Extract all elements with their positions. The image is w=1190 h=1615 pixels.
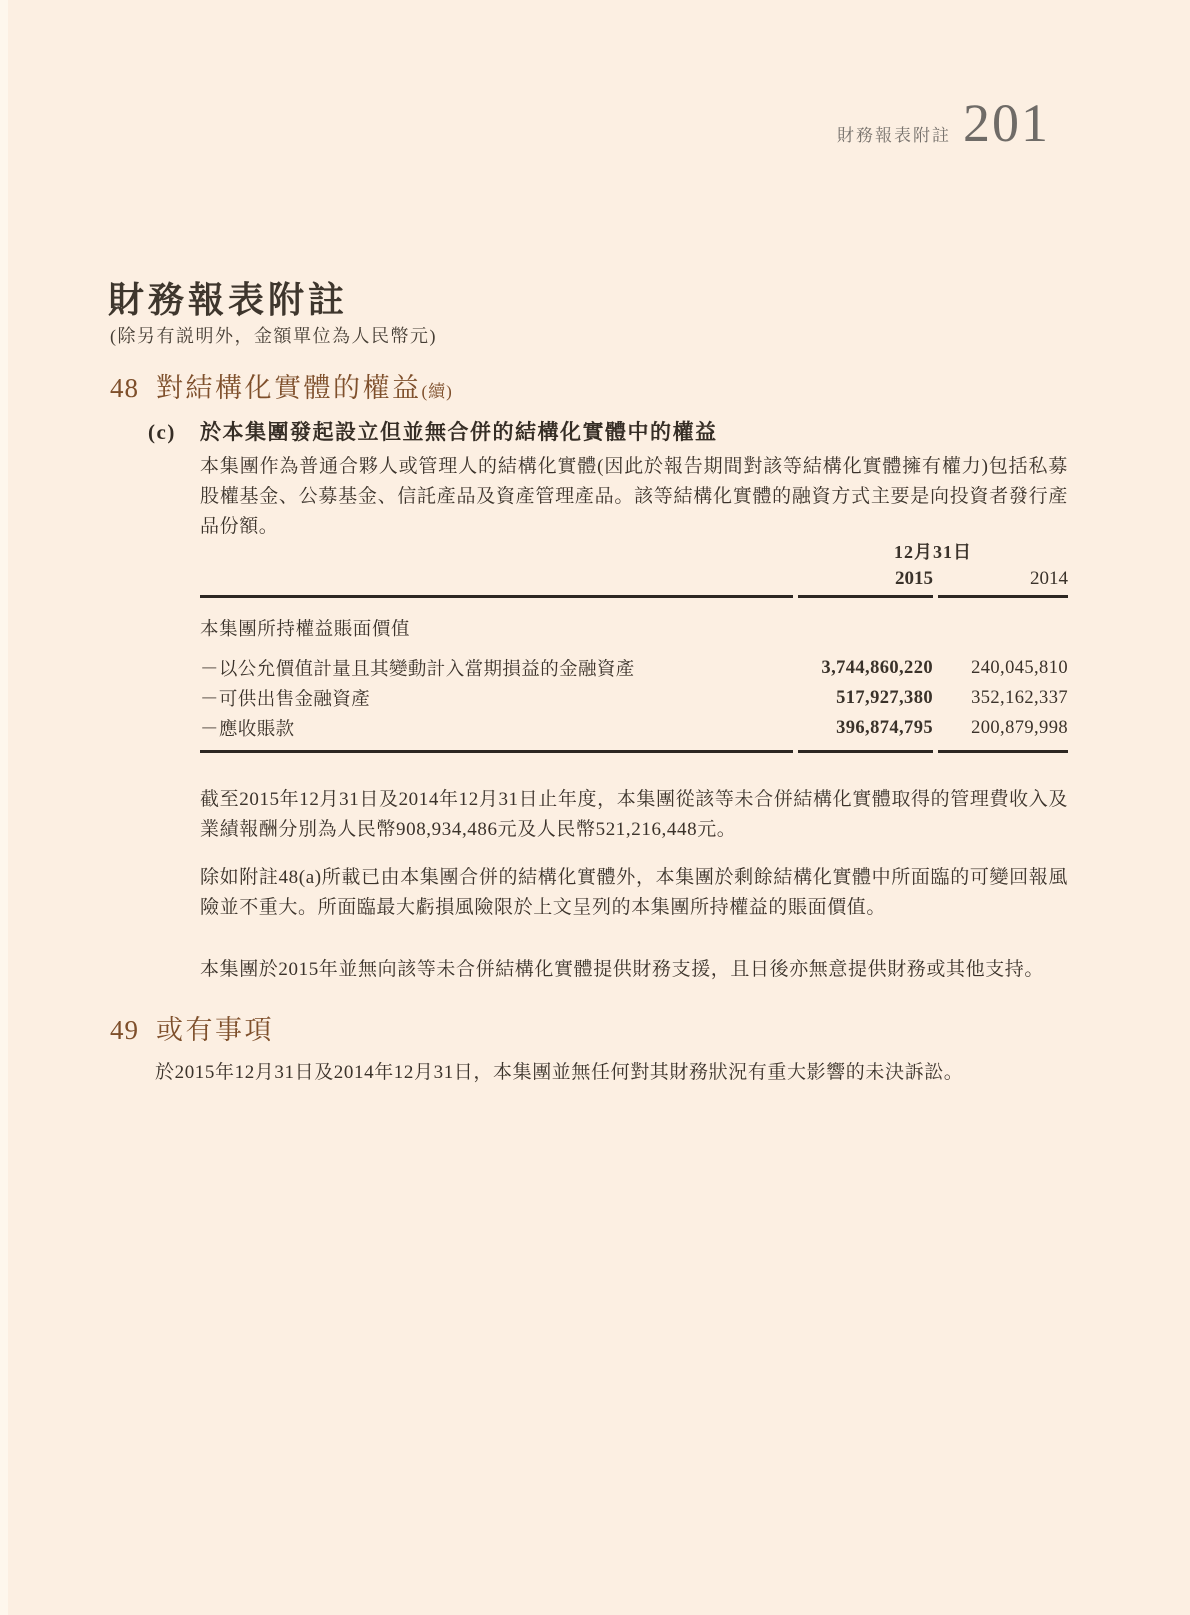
- table-group-label: 本集團所持權益賬面價值: [200, 620, 411, 640]
- section-49-number: 49: [110, 1015, 139, 1045]
- page-left-edge: [0, 0, 8, 1615]
- table-row: [200, 713, 1068, 743]
- table-bottom-rule: [200, 750, 1068, 753]
- paragraph-management-fees: 截至2015年12月31日及2014年12月31日止年度，本集團從該等未合併結構化實體取得的管理費收入及業績報酬分別為人民幣908,934,486元及人民幣521,216,448元。: [200, 789, 1068, 840]
- document-title: 財務報表附註: [108, 280, 349, 320]
- paragraph-contingencies: 於2015年12月31日及2014年12月31日，本集團並無任何對其財務狀況有重大影響的未決訴訟。: [155, 1062, 964, 1083]
- row-value-2014: 352,162,337: [971, 687, 1068, 708]
- running-header: [837, 92, 1050, 154]
- table-row: [200, 683, 1068, 713]
- row-value-2015: 517,927,380: [836, 687, 933, 708]
- paragraph-financial-support: 本集團於2015年並無向該等未合併結構化實體提供財務支援，且日後亦無意提供財務或其他支持。: [200, 959, 1045, 980]
- row-value-2014: 200,879,998: [971, 717, 1068, 738]
- subsection-c-title: 於本集團發起設立但並無合併的結構化實體中的權益: [200, 420, 718, 444]
- subsection-c-label: (c): [148, 420, 176, 444]
- page-number: 201: [963, 93, 1050, 153]
- row-label: －以公允價值計量且其變動計入當期損益的金融資產: [200, 660, 635, 680]
- carrying-value-table: [200, 538, 1068, 753]
- section-48-heading: [110, 366, 453, 405]
- table-date-header: 12月31日: [894, 542, 972, 562]
- table-column-2014: 2014: [1030, 568, 1068, 589]
- subsection-c-heading: [148, 416, 718, 446]
- running-header-label: 財務報表附註: [837, 126, 951, 145]
- table-column-2015: 2015: [895, 568, 933, 589]
- section-49-heading: [110, 1008, 274, 1047]
- table-year-header-row: [200, 562, 1068, 590]
- paragraph-risk-exposure: 除如附註48(a)所載已由本集團合併的結構化實體外，本集團於剩餘結構化實體中所面臨的可變回報風險並不重大。所面臨最大虧損風險限於上文呈列的本集團所持權益的賬面價值。: [200, 867, 1068, 918]
- table-spacer: [200, 641, 1068, 653]
- row-label: －應收賬款: [200, 720, 295, 740]
- paragraph-structured-entities: 本集團作為普通合夥人或管理人的結構化實體(因此於報告期間對該等結構化實體擁有權力)包括私募股權基金、公募基金、信託產品及資產管理產品。該等結構化實體的融資方式主要是向投資者發行產品份額。: [200, 456, 1068, 537]
- table-group-label-row: [200, 598, 1068, 641]
- row-value-2015: 396,874,795: [836, 717, 933, 738]
- section-49-title: 或有事項: [156, 1015, 274, 1045]
- table-date-header-row: [200, 538, 1068, 562]
- section-48-title: 對結構化實體的權益: [156, 373, 422, 403]
- row-label: －可供出售金融資產: [200, 690, 371, 710]
- document-subtitle: (除另有説明外，金額單位為人民幣元): [110, 326, 437, 346]
- table-top-rule: [200, 595, 1068, 598]
- section-48-number: 48: [110, 373, 139, 403]
- row-value-2014: 240,045,810: [971, 657, 1068, 678]
- table-row: [200, 653, 1068, 683]
- section-48-continued-marker: (續): [421, 382, 453, 401]
- row-value-2015: 3,744,860,220: [821, 657, 933, 678]
